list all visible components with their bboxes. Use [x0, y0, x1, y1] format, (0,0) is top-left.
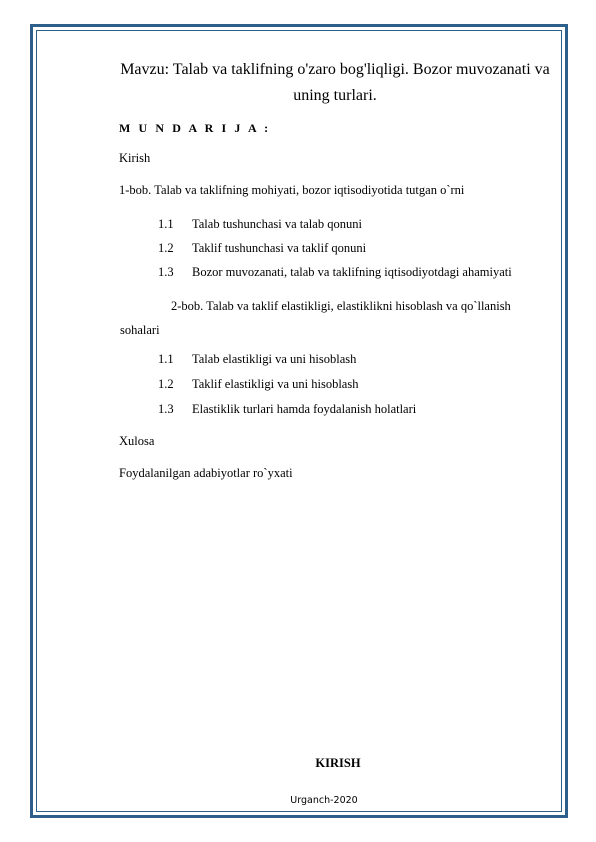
toc-item-number: 1.1 — [158, 352, 174, 366]
title-line-1: Mavzu: Talab va taklifning o'zaro bog'liqligi. Bozor muvozanati va — [120, 61, 550, 78]
toc-chapter-2-item — [158, 352, 356, 367]
toc-conclusion: Xulosa — [119, 434, 155, 448]
toc-chapter-2 — [119, 294, 559, 342]
section-heading: KIRISH — [315, 756, 361, 770]
toc-item-text: Talab tushunchasi va talab qonuni — [192, 217, 362, 231]
toc-chapter-1-item — [158, 265, 512, 280]
footer-place-year: Urganch-2020 — [290, 795, 358, 806]
toc-item-number: 1.1 — [158, 217, 174, 231]
toc-chapter-1-item — [158, 241, 366, 256]
document-title — [112, 57, 558, 109]
toc-item-number: 1.3 — [158, 265, 174, 279]
title-line-2: uning turlari. — [293, 87, 377, 104]
toc-item-text: Bozor muvozanati, talab va taklifning iqtisodiyotdagi ahamiyati — [192, 265, 512, 279]
toc-chapter-2-line-1: 2-bob. Talab va taklif elastikligi, elastiklikni hisoblash va qo`llanish — [171, 299, 511, 313]
toc-item-text: Taklif elastikligi va uni hisoblash — [192, 377, 359, 391]
toc-item-text: Talab elastikligi va uni hisoblash — [192, 352, 357, 366]
toc-chapter-2-item — [158, 402, 416, 417]
toc-chapter-1-item — [158, 217, 362, 232]
toc-references: Foydalanilgan adabiyotlar ro`yxati — [119, 466, 293, 480]
toc-chapter-1: 1-bob. Talab va taklifning mohiyati, bozor iqtisodiyotida tutgan o`rni — [119, 183, 465, 197]
toc-chapter-2-line-2: sohalari — [120, 323, 160, 337]
contents-heading: M U N D A R I J A : — [119, 121, 271, 135]
toc-item-text: Taklif tushunchasi va taklif qonuni — [192, 241, 367, 255]
toc-item-number: 1.2 — [158, 377, 174, 391]
page-border-inner — [36, 30, 562, 812]
toc-item-text: Elastiklik turlari hamda foydalanish holatlari — [192, 402, 417, 416]
toc-item-number: 1.2 — [158, 241, 174, 255]
toc-intro: Kirish — [119, 151, 151, 165]
toc-chapter-2-item — [158, 377, 358, 392]
toc-item-number: 1.3 — [158, 402, 174, 416]
